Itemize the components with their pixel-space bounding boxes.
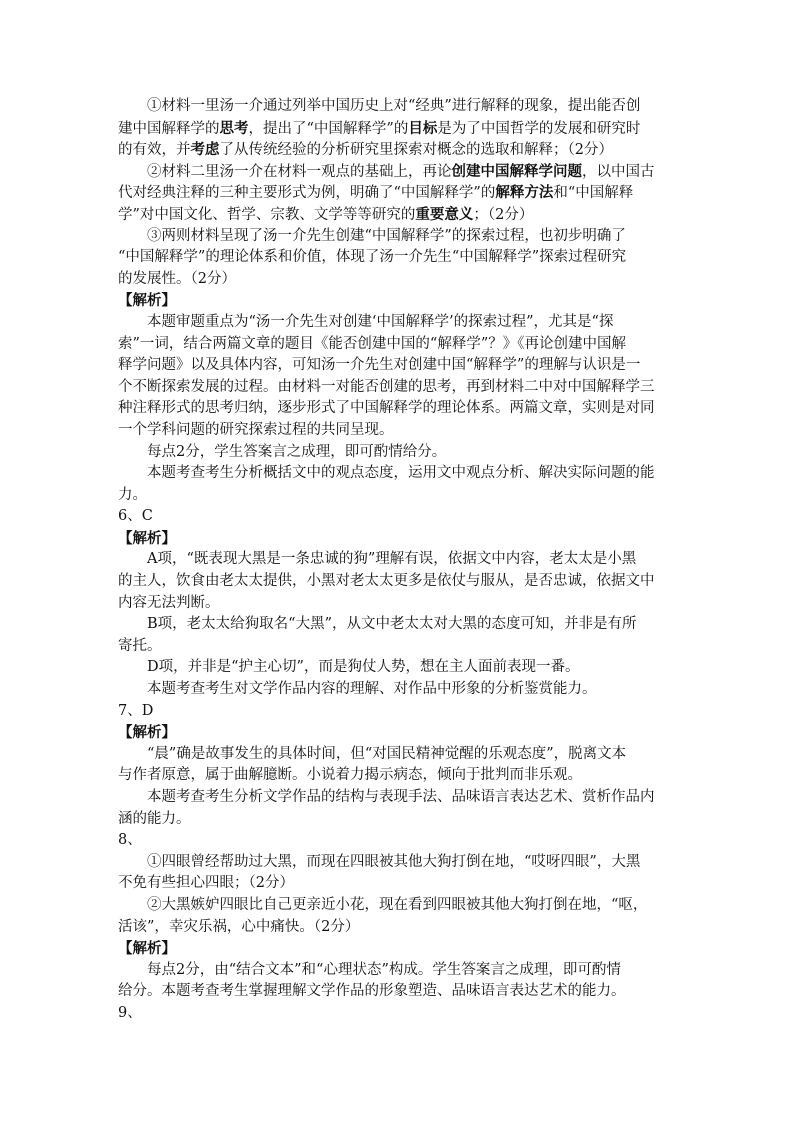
- q5-analysis-line5: 种注释形式的思考归纳，逐步形式了中国解释学的理论体系。两篇文章，实则是对同: [118, 400, 655, 417]
- q5-point1-line3: 的有效，并考虑了从传统经验的分析研究里探索对概念的选取和解释；（2分）: [118, 141, 613, 159]
- q5-analysis-line4: 个不断探索发展的过程。由材料一对能否创建的思考，再到材料二中对中国解释学三: [118, 378, 655, 395]
- q8-point2-line1: ②大黑嫉妒四眼比自己更亲近小花，现在看到四眼被其他大狗打倒在地，“呕，: [147, 896, 648, 913]
- q5-analysis-line3: 释学问题》以及具体内容，可知汤一介先生对创建中国“解释学”的理解与认识是一: [118, 357, 641, 374]
- q5-analysis-line2: 索”一词，结合两篇文章的题目《能否创建中国的“解释学”？》《再论创建中国解: [118, 335, 626, 352]
- q8-analysis-heading: 【解析】: [118, 940, 176, 958]
- q7-analysis-line1: “晨”确是故事发生的具体时间，但“对国民精神觉醒的乐观态度”，脱离文本: [147, 745, 627, 762]
- q7-analysis-heading: 【解析】: [118, 724, 176, 742]
- keyword-consider: 考虑: [190, 141, 220, 159]
- q5-analysis-line6: 一个学科问题的研究探索过程的共同呈现。: [118, 421, 394, 438]
- q6-option-a-line3: 内容无法判断。: [118, 594, 220, 611]
- q6-option-b-line1: B项，老太太给狗取名“大黑”，从文中老太太对大黑的态度可知，并非是有所: [147, 616, 637, 633]
- q7-answer: 7、D: [118, 702, 154, 719]
- keyword-create-issue: 创建中国解释学问题: [451, 162, 582, 180]
- keyword-think: 思考: [219, 119, 249, 137]
- q5-point2-line2: 代对经典注释的三种主要形式为例，明确了“中国解释学”的解释方法和“中国解释: [118, 184, 634, 202]
- q6-option-b-line2: 寄托。: [118, 637, 162, 654]
- q5-point3-line3: 的发展性。（2分）: [118, 270, 236, 287]
- q5-point3-line2: “中国解释学”的理论体系和价值，体现了汤一介先生“中国解释学”探索过程研究: [118, 249, 627, 266]
- q5-skill-line2: 力。: [118, 486, 147, 503]
- q8-analysis-line2: 给分。本题考查考生掌握理解文学作品的形象塑造、品味语言表达艺术的能力。: [118, 983, 626, 1000]
- q7-analysis-line2: 与作者原意，属于曲解臆断。小说着力揭示病态，倾向于批判而非乐观。: [118, 767, 582, 784]
- q9-number: 9、: [118, 1004, 142, 1021]
- q5-scoring-note: 每点2分，学生答案言之成理，即可酌情给分。: [147, 443, 447, 460]
- keyword-significance: 重要意义: [415, 205, 474, 223]
- q5-analysis-line1: 本题审题重点为“汤一介先生对创建‘中国解释学’的探索过程”，尤其是“探: [147, 313, 614, 330]
- q6-analysis-heading: 【解析】: [118, 529, 176, 547]
- q7-skill-line2: 涵的能力。: [118, 810, 191, 827]
- q5-analysis-heading: 【解析】: [118, 292, 176, 310]
- q6-skill: 本题考查考生对文学作品内容的理解、对作品中形象的分析鉴赏能力。: [147, 681, 597, 698]
- q5-point1-line2: 建中国解释学的思考，提出了“中国解释学”的目标是为了中国哲学的发展和研究时: [118, 119, 641, 137]
- q8-number: 8、: [118, 832, 142, 849]
- q5-point3-line1: ③两则材料呈现了汤一介先生创建“中国解释学”的探索过程，也初步明确了: [147, 227, 626, 244]
- q6-answer: 6、C: [118, 508, 153, 525]
- q8-point2-line2: 活该”，幸灾乐祸，心中痛快。（2分）: [118, 918, 360, 935]
- q5-point1-line1: ①材料一里汤一介通过列举中国历史上对“经典”进行解释的现象，提出能否创: [147, 98, 641, 114]
- q8-analysis-line1: 每点2分，由“结合文本”和“心理状态”构成。学生答案言之成理，即可酌情: [147, 961, 621, 978]
- q7-skill-line1: 本题考查考生分析文学作品的结构与表现手法、品味语言表达艺术、赏析作品内: [147, 789, 655, 805]
- q5-skill-line1: 本题考查考生分析概括文中的观点态度，运用文中观点分析、解决实际问题的能: [147, 465, 655, 482]
- q6-option-a-line1: A项，“既表现大黑是一条忠诚的狗”理解有误，依据文中内容，老太太是小黑: [147, 551, 637, 568]
- q6-option-d: D项，并非是“护主心切”，而是狗仗人势，想在主人面前表现一番。: [147, 659, 580, 676]
- q5-point2-line3: 学”对中国文化、哲学、宗教、文学等等研究的重要意义；（2分）: [118, 205, 534, 223]
- keyword-goal: 目标: [408, 119, 438, 137]
- keyword-method: 解释方法: [495, 184, 554, 202]
- q5-point2-line1: ②材料二里汤一介在材料一观点的基础上，再论创建中国解释学问题，以中国古: [147, 162, 655, 180]
- q6-option-a-line2: 的主人，饮食由老太太提供，小黑对老太太更多是依仗与服从，是否忠诚，依据文中: [118, 573, 655, 590]
- q8-point1-line1: ①四眼曾经帮助过大黑，而现在四眼被其他大狗打倒在地，“哎呀四眼”，大黑: [147, 853, 641, 870]
- q8-point1-line2: 不免有些担心四眼；（2分）: [118, 875, 294, 892]
- answer-content: [118, 96, 678, 1025]
